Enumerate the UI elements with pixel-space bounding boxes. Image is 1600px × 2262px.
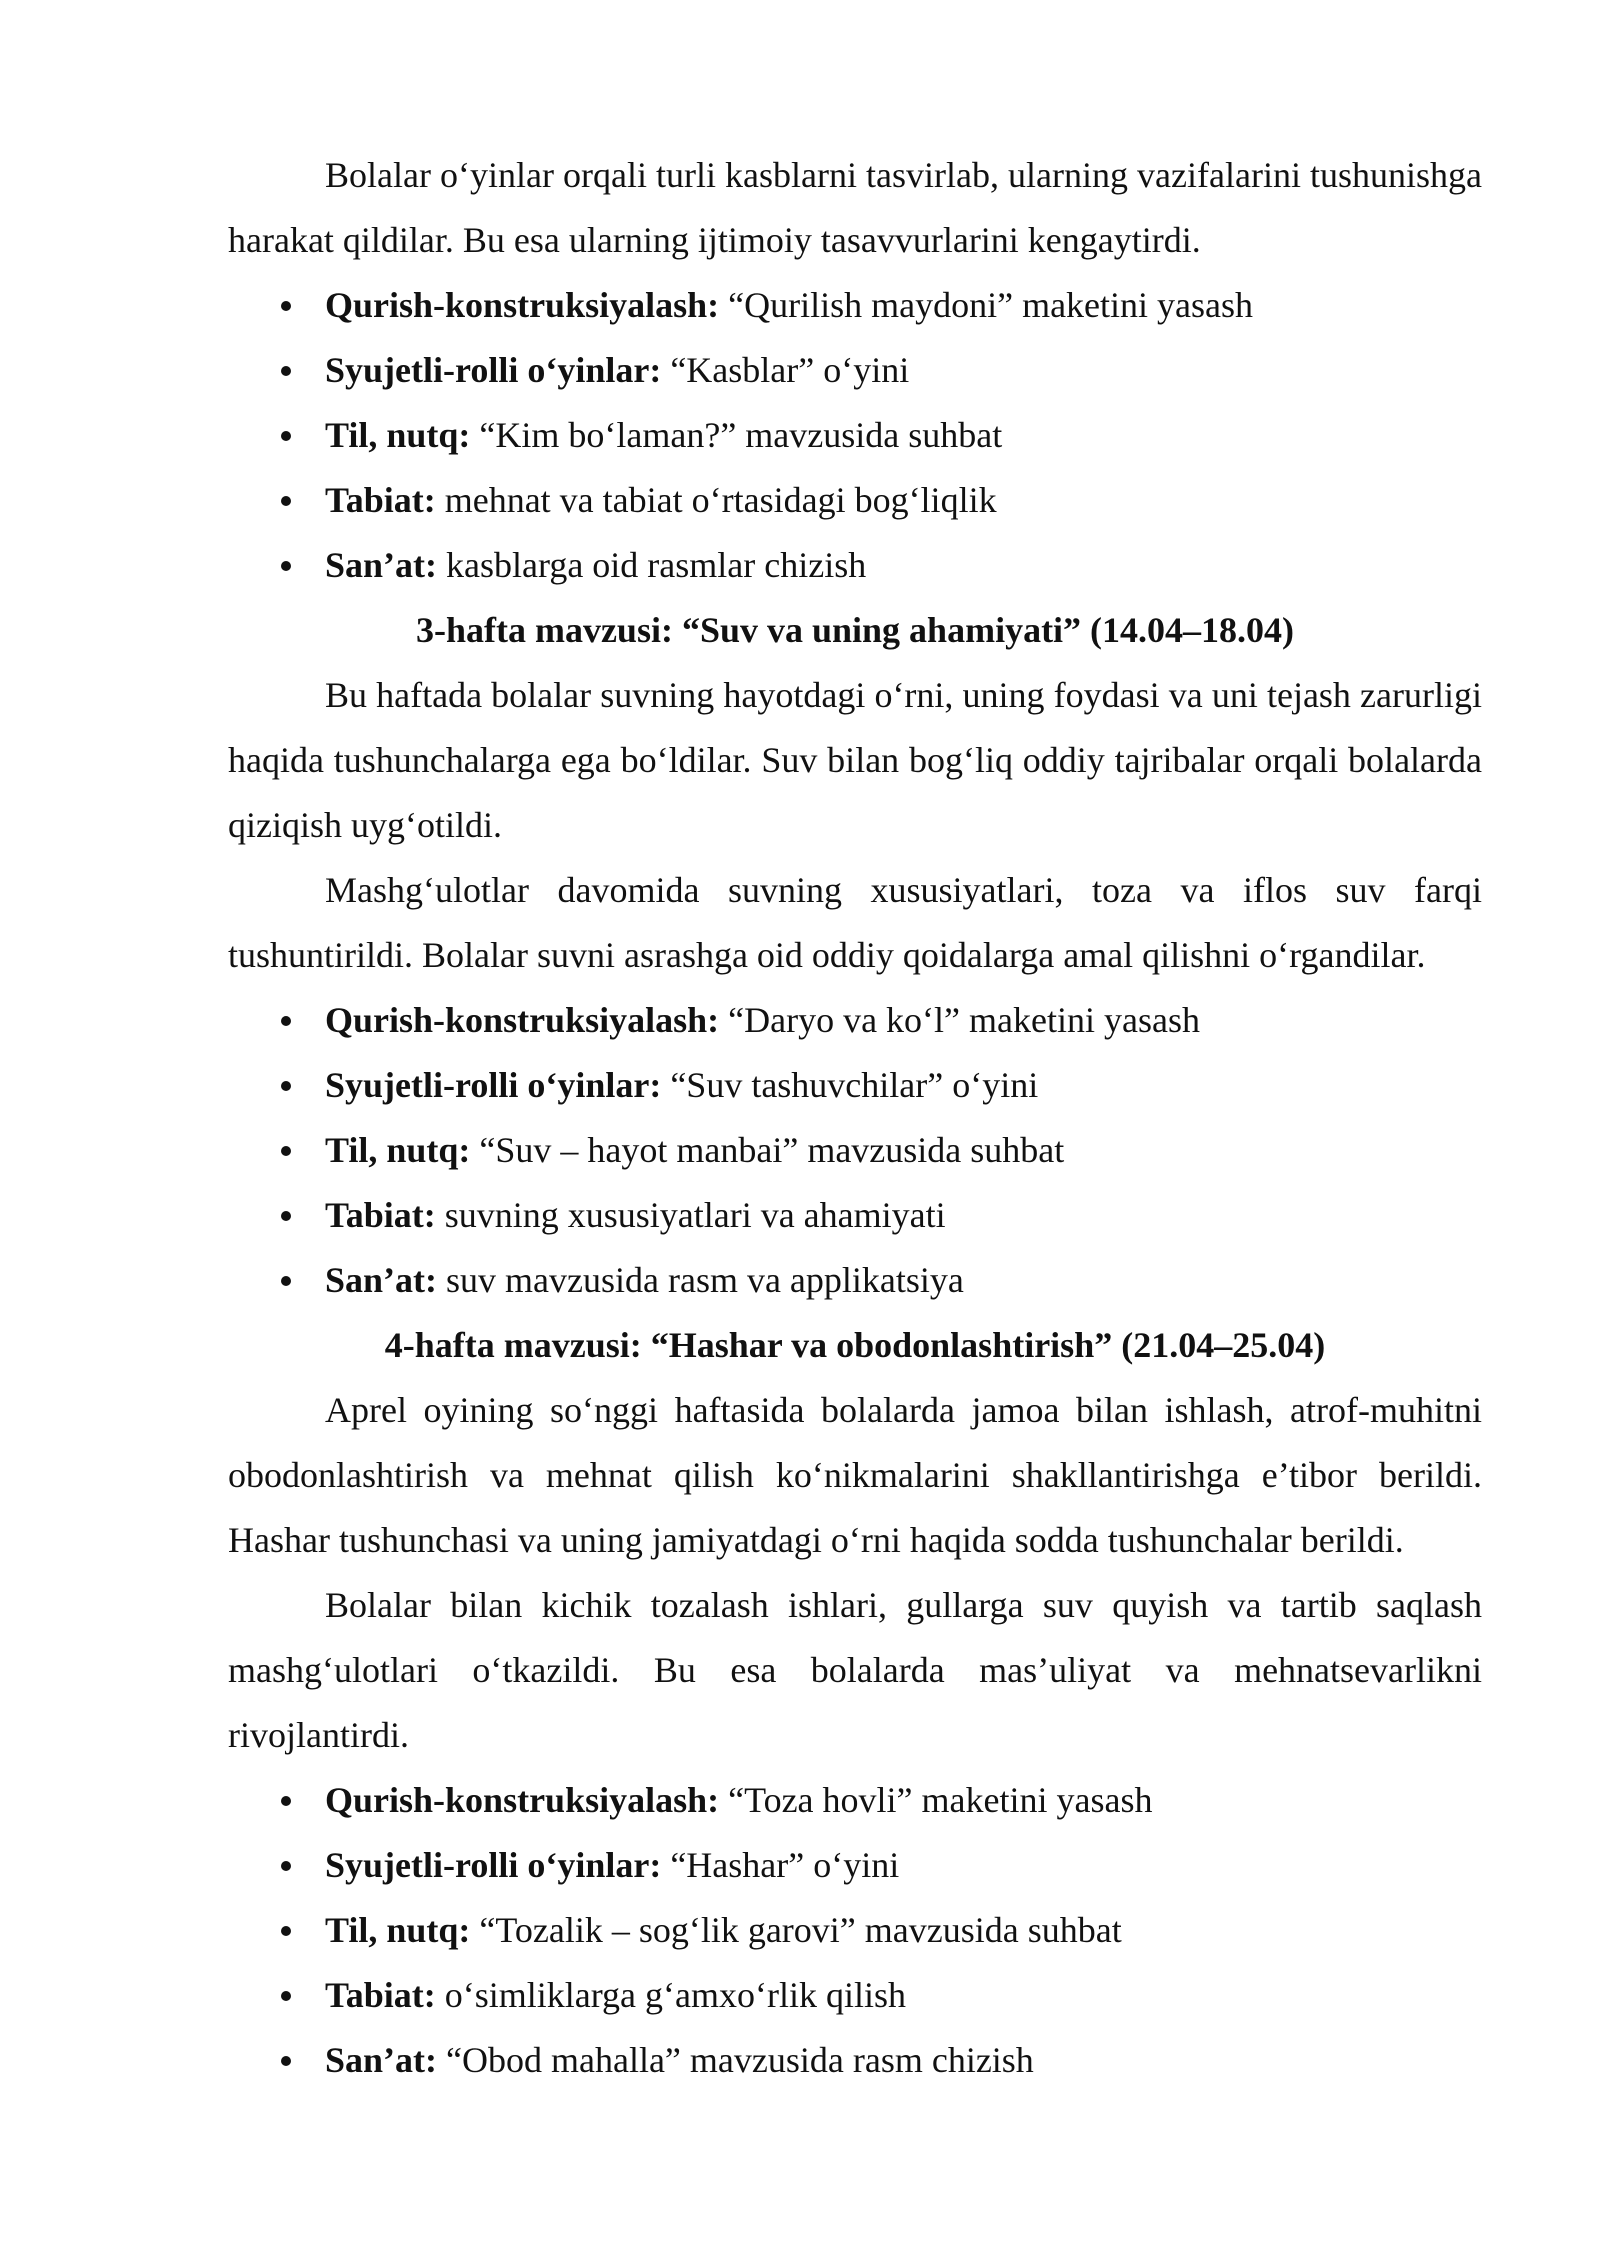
activity-list-week2 <box>228 273 1482 598</box>
bullet-icon <box>281 1081 291 1091</box>
item-text: “Suv – hayot manbai” mavzusida suhbat <box>479 1130 1065 1170</box>
item-label: San’at: <box>325 1260 438 1300</box>
item-text: mehnat va tabiat o‘rtasidagi bog‘liqlik <box>444 480 997 520</box>
bullet-icon <box>281 2056 291 2066</box>
list-item <box>228 468 1482 533</box>
list-item <box>228 1248 1482 1313</box>
document-page <box>228 143 1482 2093</box>
bullet-icon <box>281 1796 291 1806</box>
item-text: “Tozalik – sog‘lik garovi” mavzusida suhbat <box>479 1910 1122 1950</box>
item-label: Qurish-konstruksiyalash: <box>325 285 720 325</box>
list-item <box>228 533 1482 598</box>
list-item <box>228 403 1482 468</box>
item-text: “Kim bo‘laman?” mavzusida suhbat <box>479 415 1003 455</box>
list-item <box>228 1053 1482 1118</box>
item-text: “Qurilish maydoni” maketini yasash <box>728 285 1254 325</box>
activity-list-week4 <box>228 1768 1482 2093</box>
week4-heading: 4-hafta mavzusi: “Hashar va obodonlashtirish” (21.04–25.04) <box>384 1325 1326 1365</box>
list-item <box>228 1768 1482 1833</box>
bullet-icon <box>281 1991 291 2001</box>
bullet-icon <box>281 366 291 376</box>
item-text: o‘simliklarga g‘amxo‘rlik qilish <box>444 1975 906 2015</box>
item-label: Qurish-konstruksiyalash: <box>325 1000 720 1040</box>
list-item <box>228 1118 1482 1183</box>
intro-paragraph: Bolalar o‘yinlar orqali turli kasblarni tasvirlab, ularning vazifalarini tushunishga harakat qildilar. Bu esa ularning ijtimoiy tasavvurlarini kengaytirdi. <box>228 155 1482 260</box>
item-label: Til, nutq: <box>325 415 471 455</box>
list-item <box>228 1833 1482 1898</box>
item-label: Tabiat: <box>325 480 436 520</box>
item-label: Syujetli-rolli o‘yinlar: <box>325 1845 662 1885</box>
item-text: “Toza hovli” maketini yasash <box>728 1780 1153 1820</box>
item-label: Qurish-konstruksiyalash: <box>325 1780 720 1820</box>
list-item <box>228 338 1482 403</box>
list-item <box>228 273 1482 338</box>
bullet-icon <box>281 1926 291 1936</box>
bullet-icon <box>281 561 291 571</box>
week4-paragraph-2: Bolalar bilan kichik tozalash ishlari, gullarga suv quyish va tartib saqlash mashg‘ulotlari o‘tkazildi. Bu esa bolalarda mas’uliyat va mehnatsevarlikni rivojlantirdi. <box>228 1585 1482 1755</box>
week3-paragraph-2: Mashg‘ulotlar davomida suvning xususiyatlari, toza va iflos suv farqi tushuntirildi. Bolalar suvni asrashga oid oddiy qoidalarga amal qilishni o‘rgandilar. <box>228 870 1482 975</box>
item-text: “Suv tashuvchilar” o‘yini <box>670 1065 1039 1105</box>
item-label: Tabiat: <box>325 1975 436 2015</box>
list-item <box>228 2028 1482 2093</box>
bullet-icon <box>281 1861 291 1871</box>
bullet-icon <box>281 301 291 311</box>
item-text: suvning xususiyatlari va ahamiyati <box>444 1195 946 1235</box>
list-item <box>228 988 1482 1053</box>
item-label: Syujetli-rolli o‘yinlar: <box>325 1065 662 1105</box>
item-label: San’at: <box>325 2040 438 2080</box>
item-label: Syujetli-rolli o‘yinlar: <box>325 350 662 390</box>
item-label: San’at: <box>325 545 438 585</box>
bullet-icon <box>281 1016 291 1026</box>
item-text: “Obod mahalla” mavzusida rasm chizish <box>446 2040 1034 2080</box>
week4-paragraph-1: Aprel oyining so‘nggi haftasida bolalarda jamoa bilan ishlash, atrof-muhitni obodonlashtirish va mehnat qilish ko‘nikmalarini shakllantirishga e’tibor berildi. Hashar tushunchasi va uning jamiyatdagi o‘rni haqida sodda tushunchalar berildi. <box>228 1390 1482 1560</box>
bullet-icon <box>281 496 291 506</box>
list-item <box>228 1898 1482 1963</box>
week3-paragraph-1: Bu haftada bolalar suvning hayotdagi o‘rni, uning foydasi va uni tejash zarurligi haqida tushunchalarga ega bo‘ldilar. Suv bilan bog‘liq oddiy tajribalar orqali bolalarda qiziqish uyg‘otildi. <box>228 675 1482 845</box>
item-label: Til, nutq: <box>325 1910 471 1950</box>
item-label: Til, nutq: <box>325 1130 471 1170</box>
item-label: Tabiat: <box>325 1195 436 1235</box>
week3-heading: 3-hafta mavzusi: “Suv va uning ahamiyati” (14.04–18.04) <box>415 610 1295 650</box>
list-item <box>228 1963 1482 2028</box>
list-item <box>228 1183 1482 1248</box>
bullet-icon <box>281 1211 291 1221</box>
activity-list-week3 <box>228 988 1482 1313</box>
item-text: suv mavzusida rasm va applikatsiya <box>446 1260 964 1300</box>
bullet-icon <box>281 1276 291 1286</box>
bullet-icon <box>281 1146 291 1156</box>
item-text: “Daryo va ko‘l” maketini yasash <box>728 1000 1200 1040</box>
item-text: kasblarga oid rasmlar chizish <box>446 545 867 585</box>
bullet-icon <box>281 431 291 441</box>
item-text: “Hashar” o‘yini <box>670 1845 900 1885</box>
item-text: “Kasblar” o‘yini <box>670 350 910 390</box>
